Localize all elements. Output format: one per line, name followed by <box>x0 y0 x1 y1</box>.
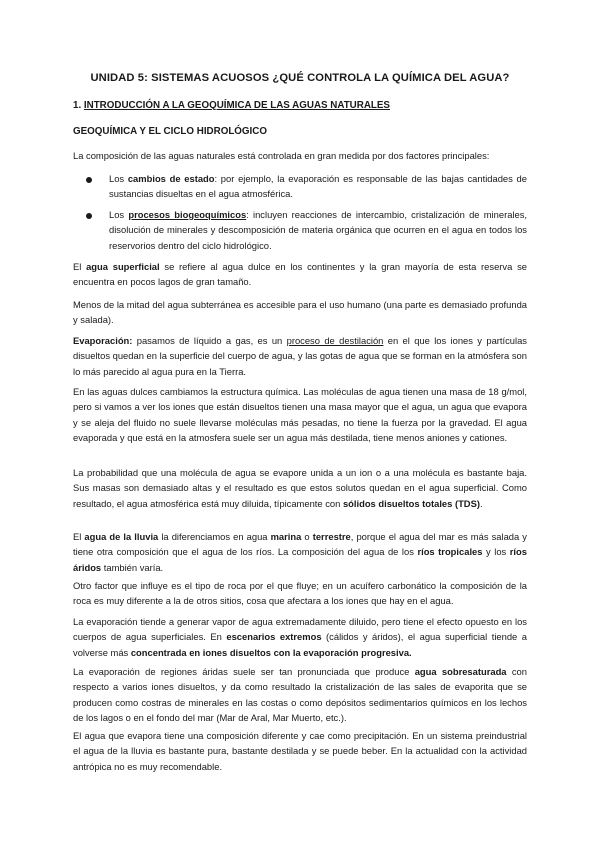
bold-term: concentrada en iones disueltos con la evaporación progresiva. <box>130 646 412 658</box>
bold-term: agua sobresaturada <box>414 666 507 677</box>
paragraph-evaporacion-tiende: La evaporación tiende a generar vapor de agua extremadamente diluido, pero tiene el efecto opuesto en los cuerpos de agua superficiales. En escenarios extremos (cálidos y áridos), el agua superficial tiende a volverse más concentrada en iones disueltos con la evaporación progresiva. <box>73 616 527 658</box>
bold-term: Evaporación: <box>73 335 133 346</box>
paragraph-agua-superficial: El agua superficial se refiere al agua dulce en los continentes y la gran mayoría de esta reserva se encuentra en pocos lagos de gran tamaño. <box>73 261 527 288</box>
paragraph-agua-subterranea: Menos de la mitad del agua subterránea es accesible para el uso humano (una parte es demasiado profunda y salada). <box>73 299 527 326</box>
bullet-dot <box>86 213 92 219</box>
bullet-item-procesos: Los procesos biogeoquímicos: incluyen reacciones de intercambio, cristalización de minerales, disolución de minerales y descomposición de materia orgánica que ocurren en el agua en todos los reservorios dentro del ciclo hidrológico. <box>109 209 527 251</box>
bold-term: sólidos disueltos totales (TDS) <box>342 497 480 509</box>
bullet-dot <box>86 177 92 183</box>
subsection-heading: GEOQUÍMICA Y EL CICLO HIDROLÓGICO <box>73 126 267 137</box>
bold-term: procesos biogeoquímicos <box>128 209 247 220</box>
paragraph-lluvia: El agua de la lluvia la diferenciamos en agua marina o terrestre, porque el agua del mar es más salada y tiene otra composición que el agua de los ríos. La composición del agua de los ríos tropicales y los ríos áridos también varía. <box>73 531 527 573</box>
section-heading <box>73 100 390 111</box>
paragraph-evaporacion: Evaporación: pasamos de líquido a gas, es un proceso de destilación en el que los iones y partículas disueltos quedan en la superficie del cuerpo de agua, y las gotas de agua que se forman en la atmósfera son lo más parecido al agua pura en la Tierra. <box>73 335 527 377</box>
bold-term: escenarios extremos <box>226 631 322 643</box>
intro-paragraph: La composición de las aguas naturales está controlada en gran medida por dos factores principales: <box>73 150 490 161</box>
section-title: INTRODUCCIÓN A LA GEOQUÍMICA DE LAS AGUAS NATURALES <box>83 100 390 111</box>
bold-term: agua de la lluvia <box>84 531 159 542</box>
bold-term: marina <box>270 531 302 542</box>
bold-term: ríos áridos <box>73 546 527 573</box>
bullet-item-cambios: Los cambios de estado: por ejemplo, la evaporación es responsable de las bajas cantidades de sustancias disueltas en el agua atmosférica. <box>109 173 527 200</box>
paragraph-tipo-roca: Otro factor que influye es el tipo de roca por el que fluye; en un acuífero carbonático la composición de la roca es muy diferente a la de otros sitios, cosa que afectara a los iones que hay en el agua. <box>73 580 527 607</box>
paragraph-probabilidad: La probabilidad que una molécula de agua se evapore unida a un ion o a una molécula es bastante baja. Sus masas son demasiado altas y el resultado es que estos solutos quedan en el agua superficial. Como resultado, el agua atmosférica está muy diluida, típicamente con sólidos disueltos totales (TDS). <box>73 467 527 509</box>
section-number: 1. <box>73 100 84 111</box>
document-title: UNIDAD 5: SISTEMAS ACUOSOS ¿QUÉ CONTROLA LA QUÍMICA DEL AGUA? <box>90 72 510 84</box>
bold-term: agua superficial <box>86 261 160 272</box>
underlined-term: proceso de destilación <box>286 335 384 346</box>
paragraph-precipitacion: El agua que evapora tiene una composición diferente y cae como precipitación. En un sistema preindustrial el agua de la lluvia es bastante pura, bastante destilada y se puede beber. En la actualidad con la actividad antrópica no es muy recomendable. <box>73 730 527 772</box>
paragraph-regiones-aridas: La evaporación de regiones áridas suele ser tan pronunciada que produce agua sobresaturada con respecto a varios iones disueltos, y da como resultado la cristalización de las sales de evaporita que se producen como costras de minerales en las costas o como depósitos sedimentarios químicos en los lechos de los lagos o en el fondo del mar (Mar de Aral, Mar Muerto, etc.). <box>73 666 527 724</box>
bold-term: cambios de estado <box>127 173 215 184</box>
bold-term: ríos tropicales <box>417 546 483 558</box>
paragraph-aguas-dulces: En las aguas dulces cambiamos la estructura química. Las moléculas de agua tienen una masa de 18 g/mol, pero si vamos a ver los iones que están disueltos tienen una masa mayor que el agua, un agua que evapora y se aleja del fluido no suele llevarse moléculas más pesadas, no tiene la fuerza por la gravedad. El agua evaporada y que está en la atmosfera suele ser un agua más destilada, tiene menos aniones y cationes. <box>73 386 527 444</box>
bold-term: terrestre <box>312 531 351 542</box>
